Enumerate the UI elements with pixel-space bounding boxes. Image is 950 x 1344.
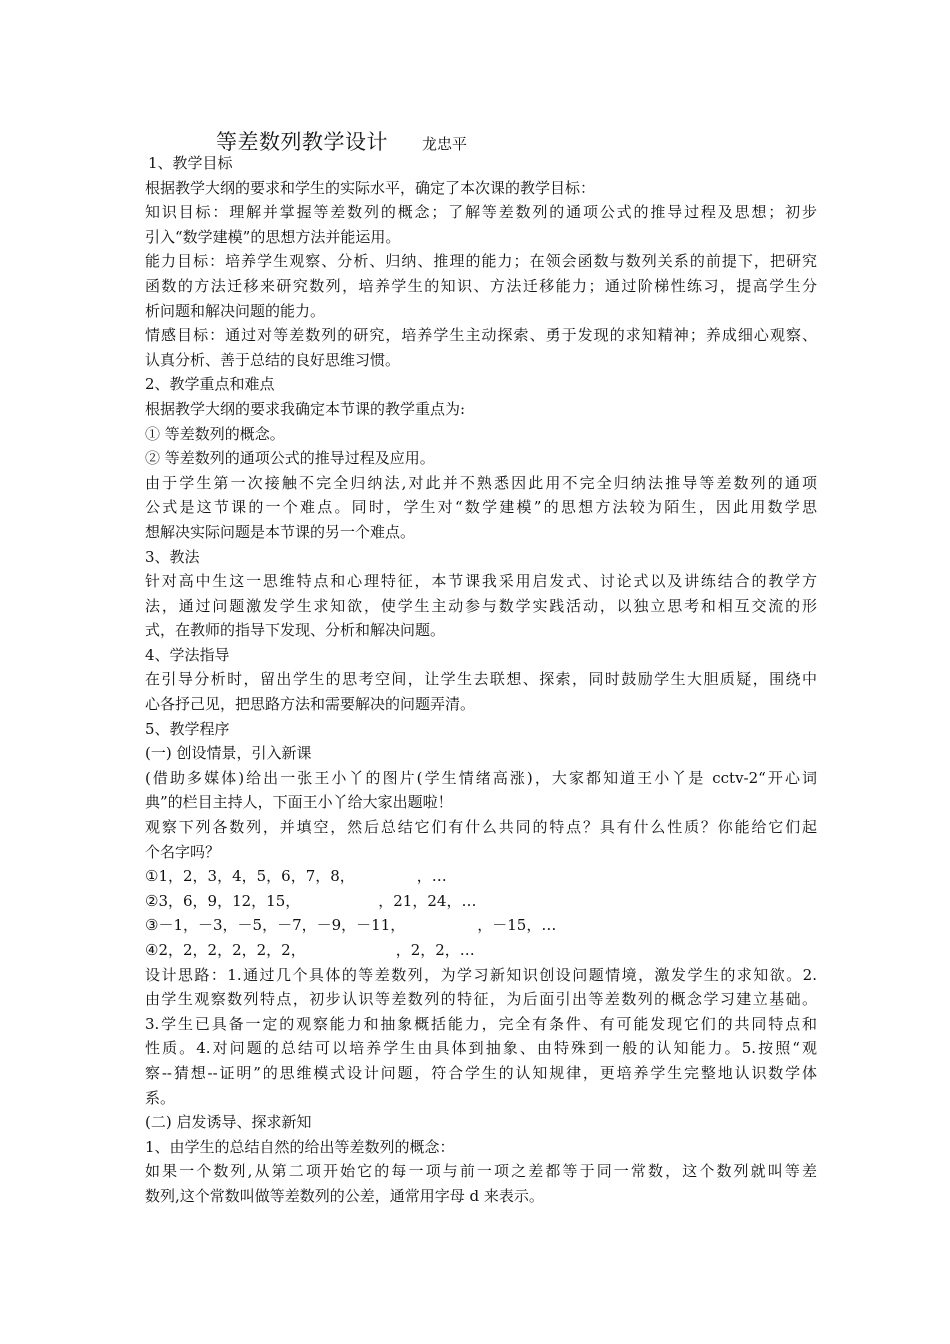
sequence-line (145, 913, 817, 938)
text-line: 法，通过问题激发学生求知欲，使学生主动参与数学实践活动，以独立思考和相互交流的形 (145, 596, 817, 615)
sequence-line (145, 864, 817, 889)
text-line: 察--猜想--证明”的思维模式设计问题，符合学生的认知规律，更培养学生完整地认识数学体 (145, 1063, 817, 1082)
sequence-tail: ，… (416, 867, 447, 886)
text-line: (借助多媒体)给出一张王小丫的图片(学生情绪高涨)，大家都知道王小丫是 cctv-2“开心词 (145, 768, 817, 787)
sequence-tail: ，2，2，… (395, 941, 475, 959)
text-line: 情感目标：通过对等差数列的研究，培养学生主动探索、勇于发现的求知精神；养成细心观察、 (145, 326, 817, 345)
text-line: 性质。4.对问题的总结可以培养学生由具体到抽象、由特殊到一般的认知能力。5.按照“观 (145, 1039, 817, 1058)
text-line: 式，在教师的指导下发现、分析和解决问题。 (145, 621, 446, 640)
text-line: 3、教法 (145, 547, 200, 566)
text-line: 由学生观察数列特点，初步认识等差数列的特征，为后面引出等差数列的概念学习建立基础。 (145, 990, 817, 1009)
sequence-terms: ①1，2，3，4，5，6，7，8， (145, 867, 355, 886)
text-line: 引入“数学建模”的思想方法并能运用。 (145, 227, 401, 246)
sequence-terms: ②3，6，9，12，15， (145, 891, 301, 910)
text-line: 观察下列各数列，并填空，然后总结它们有什么共同的特点？具有什么性质？你能给它们起 (145, 818, 817, 837)
text-line: 由于学生第一次接触不完全归纳法,对此并不熟悉因此用不完全归纳法推导等差数列的通项 (145, 473, 817, 492)
document-title: 等差数列教学设计 (216, 130, 388, 154)
text-line: 5、教学程序 (145, 719, 230, 738)
text-line: (二) 启发诱导、探求新知 (145, 1113, 312, 1132)
text-line: 4、学法指导 (145, 645, 230, 664)
text-line: ① 等差数列的概念。 (145, 424, 285, 443)
text-line: 心各抒己见，把思路方法和需要解决的问题弄清。 (145, 695, 476, 714)
text-line: 想解决实际问题是本节课的另一个难点。 (145, 522, 416, 541)
text-line: 认真分析、善于总结的良好思维习惯。 (145, 350, 401, 369)
text-line: 典”的栏目主持人，下面王小丫给大家出题啦！ (145, 793, 453, 812)
sequence-terms: ④2，2，2，2，2，2， (145, 941, 306, 959)
text-line: 系。 (145, 1088, 176, 1107)
author-name: 龙忠平 (422, 135, 468, 153)
text-line: 3.学生已具备一定的观察能力和抽象概括能力，完全有条件、有可能发现它们的共同特点和 (145, 1014, 817, 1033)
text-line: 设计思路：1.通过几个具体的等差数列，为学习新知识创设问题情境，激发学生的求知欲。2. (145, 965, 817, 984)
text-line: 公式是这节课的一个难点。同时，学生对“数学建模”的思想方法较为陌生，因此用数学思 (145, 498, 817, 517)
sequence-line (145, 938, 817, 963)
text-line: 数列,这个常数叫做等差数列的公差，通常用字母 d 来表示。 (145, 1186, 544, 1205)
text-line: 如果一个数列,从第二项开始它的每一项与前一项之差都等于同一常数，这个数列就叫等差 (145, 1162, 817, 1181)
text-line: 1、教学目标 (148, 154, 233, 172)
text-line: ② 等差数列的通项公式的推导过程及应用。 (145, 449, 435, 468)
text-line: 针对高中生这一思维特点和心理特征，本节课我采用启发式、讨论式以及讲练结合的教学方 (145, 572, 817, 591)
text-line: 1、由学生的总结自然的给出等差数列的概念： (145, 1137, 455, 1156)
text-line: 函数的方法迁移来研究数列，培养学生的知识、方法迁移能力；通过阶梯性练习，提高学生分 (145, 276, 817, 295)
text-line: 在引导分析时，留出学生的思考空间，让学生去联想、探索，同时鼓励学生大胆质疑，围绕中 (145, 670, 817, 689)
sequence-tail: ，21，24，… (378, 891, 477, 910)
text-line: 能力目标：培养学生观察、分析、归纳、推理的能力；在领会函数与数列关系的前提下，把研究 (145, 252, 817, 271)
sequence-tail: ，－15，… (477, 916, 557, 935)
sequence-terms: ③－1，－3，－5，－7，－9，－11， (145, 916, 406, 935)
text-line: 个名字吗？ (145, 842, 221, 861)
text-line: 根据教学大纲的要求和学生的实际水平，确定了本次课的教学目标： (145, 178, 596, 197)
text-line: 知识目标：理解并掌握等差数列的概念；了解等差数列的通项公式的推导过程及思想；初步 (145, 203, 817, 222)
text-line: (一) 创设情景，引入新课 (145, 744, 312, 763)
text-line: 2、教学重点和难点 (145, 375, 275, 394)
text-line: 根据教学大纲的要求我确定本节课的教学重点为: (145, 399, 466, 418)
document-body (145, 151, 817, 1209)
text-line: 析问题和解决问题的能力。 (145, 301, 326, 320)
sequence-line (145, 889, 817, 914)
